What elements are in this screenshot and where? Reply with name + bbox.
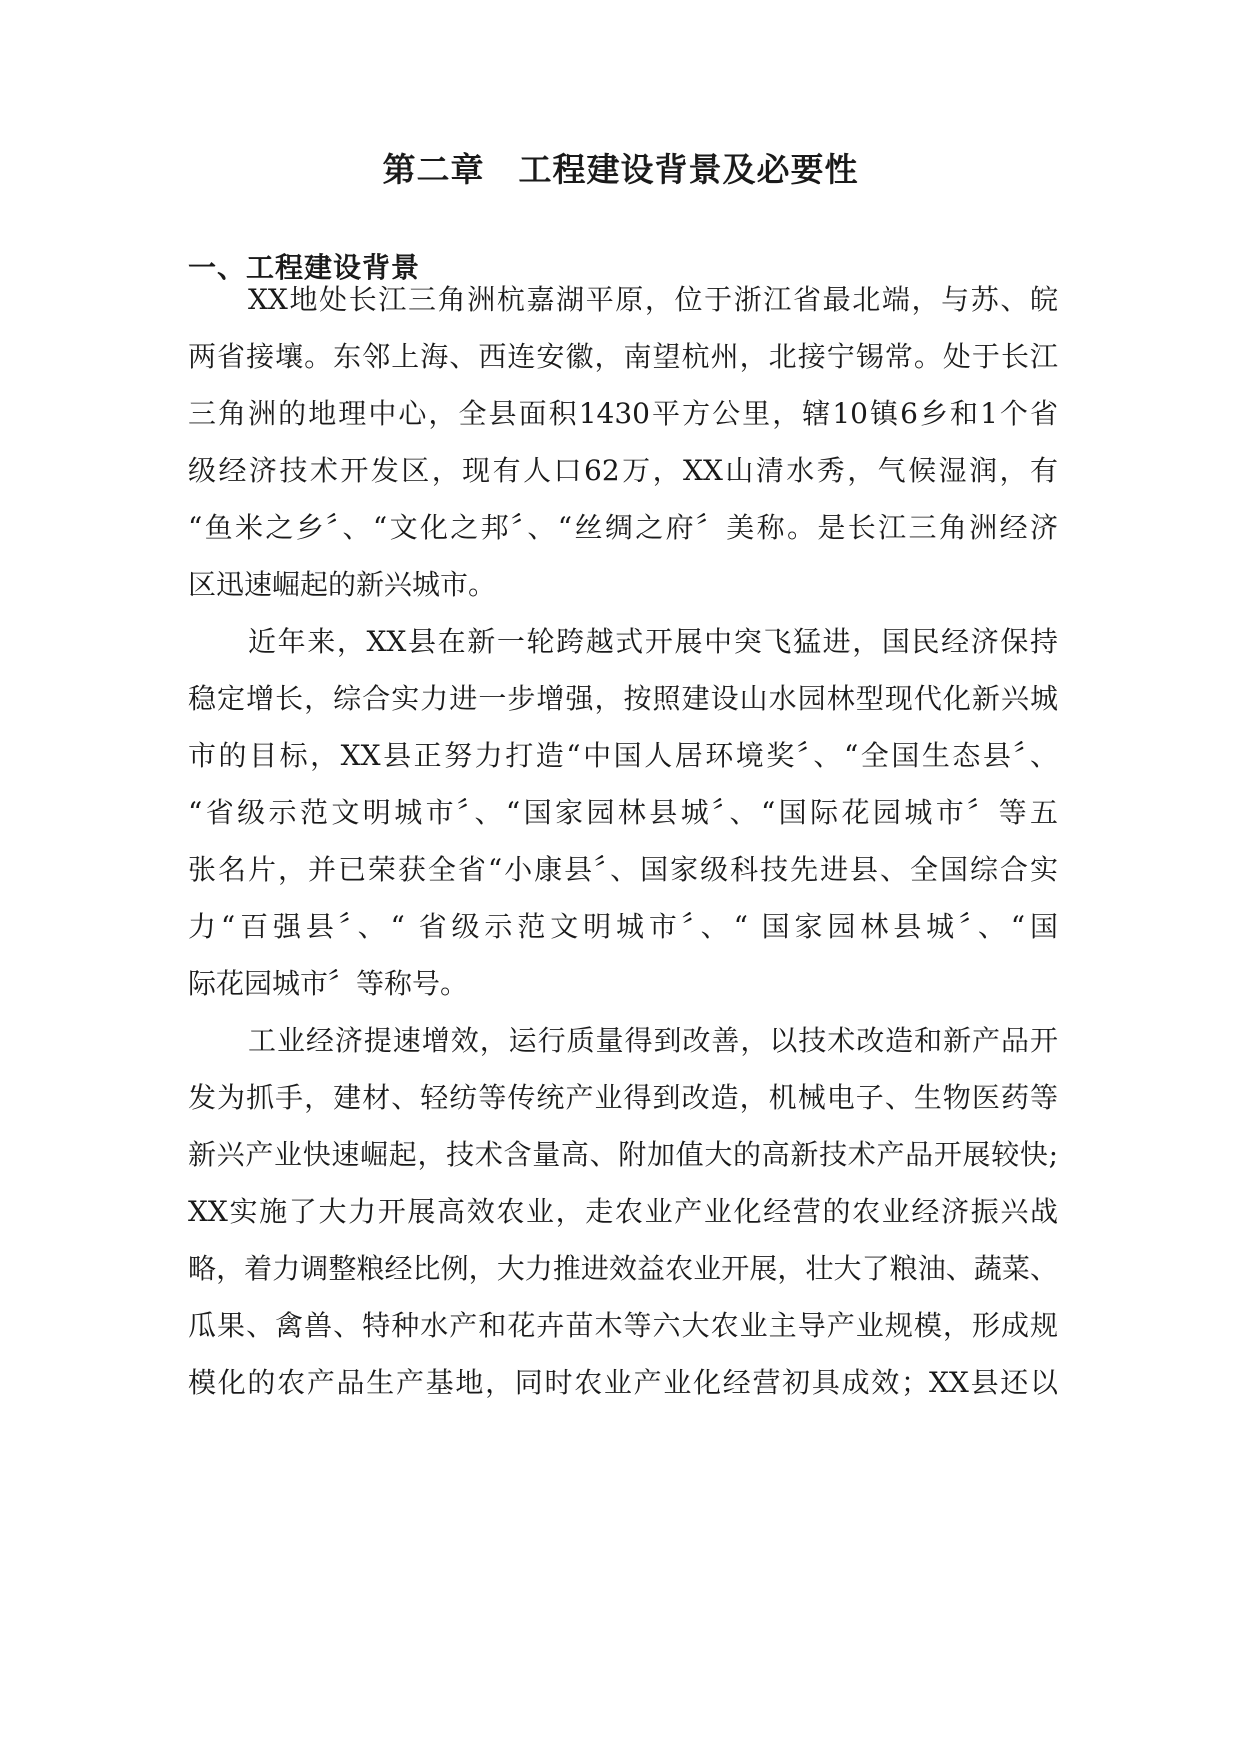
paragraph-line: “鱼米之乡〞、“文化之邦〞、“丝绸之府〞美称。是长江三角洲经济 bbox=[188, 511, 1058, 544]
paragraph-line: 近年来，XX县在新一轮跨越式开展中突飞猛进，国民经济保持 bbox=[248, 625, 1058, 658]
paragraph-line: XX实施了大力开展高效农业，走农业产业化经营的农业经济振兴战 bbox=[188, 1195, 1058, 1228]
paragraph-line: 际花园城市〞等称号。 bbox=[188, 967, 469, 1000]
paragraph-line: 发为抓手，建材、轻纺等传统产业得到改造，机械电子、生物医药等 bbox=[188, 1081, 1058, 1114]
section-heading: 一、工程建设背景 bbox=[188, 251, 421, 284]
paragraph-line: 新兴产业快速崛起，技术含量高、附加值大的高新技术产品开展较快; bbox=[188, 1138, 1058, 1171]
paragraph-line: 三角洲的地理中心，全县面积1430平方公里，辖10镇6乡和1个省 bbox=[188, 397, 1058, 430]
paragraph-line: 级经济技术开发区，现有人口62万，XX山清水秀，气候湿润，有 bbox=[188, 454, 1058, 487]
paragraph-line: 市的目标，XX县正努力打造“中国人居环境奖〞、“全国生态县〞、 bbox=[188, 739, 1058, 772]
paragraph-line: “省级示范文明城市〞、“国家园林县城〞、“国际花园城市〞等五 bbox=[188, 796, 1058, 829]
paragraph-line: 模化的农产品生产基地，同时农业产业化经营初具成效；XX县还以 bbox=[188, 1366, 1058, 1399]
paragraph-line: 区迅速崛起的新兴城市。 bbox=[188, 568, 497, 601]
paragraph-line: 张名片，并已荣获全省“小康县〞、国家级科技先进县、全国综合实 bbox=[188, 853, 1058, 886]
paragraph-line: 力“百强县〞、“ 省级示范文明城市〞、“ 国家园林县城〞、“国 bbox=[188, 910, 1058, 943]
chapter-title: 第二章 工程建设背景及必要性 bbox=[382, 150, 859, 189]
paragraph-line: 瓜果、禽兽、特种水产和花卉苗木等六大农业主导产业规模，形成规 bbox=[188, 1309, 1058, 1342]
paragraph-line: 两省接壤。东邻上海、西连安徽，南望杭州，北接宁锡常。处于长江 bbox=[188, 340, 1058, 373]
paragraph-line: 工业经济提速增效，运行质量得到改善，以技术改造和新产品开 bbox=[248, 1024, 1058, 1057]
paragraph-line: 稳定增长，综合实力进一步增强，按照建设山水园林型现代化新兴城 bbox=[188, 682, 1058, 715]
paragraph-line: XX地处长江三角洲杭嘉湖平原，位于浙江省最北端，与苏、皖 bbox=[248, 283, 1058, 316]
paragraph-line: 略，着力调整粮经比例，大力推进效益农业开展，壮大了粮油、蔬菜、 bbox=[188, 1252, 1058, 1285]
